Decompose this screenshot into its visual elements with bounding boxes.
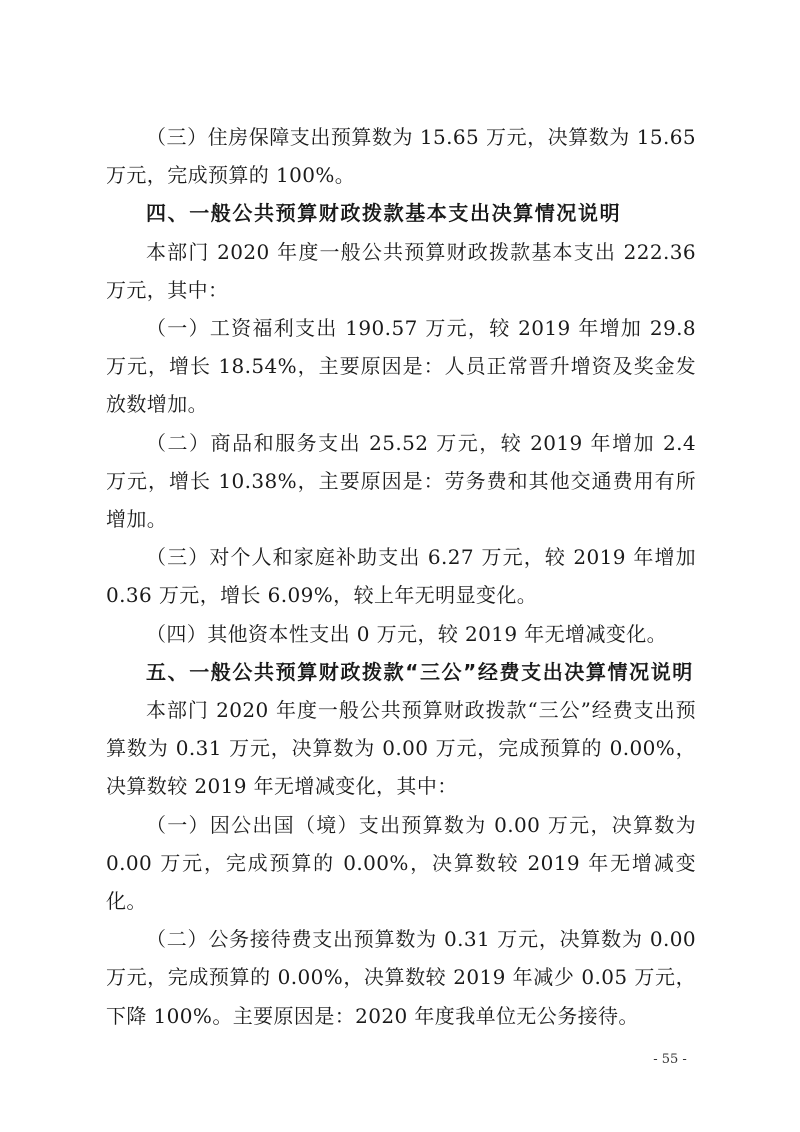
page-number: - 55 - [653,1052,687,1067]
paragraph-housing-support: （三）住房保障支出预算数为 15.65 万元，决算数为 15.65 万元，完成预算的 100%。 [106,125,696,188]
paragraph-overseas-travel: （一）因公出国（境）支出预算数为 0.00 万元，决算数为 0.00 万元，完成预算的 0.00%，决算数较 2019 年无增减变化。 [106,812,696,914]
document-body [106,118,696,1035]
paragraph-wages-welfare: （一）工资福利支出 190.57 万元，较 2019 年增加 29.8 万元，增长 18.54%，主要原因是：人员正常晋升增资及奖金发放数增加。 [106,316,696,417]
paragraph-household-subsidy: （三）对个人和家庭补助支出 6.27 万元，较 2019 年增加 0.36 万元，增长 6.09%，较上年无明显变化。 [106,545,696,608]
paragraph-basic-expenditure-total: 本部门 2020 年度一般公共预算财政拨款基本支出 222.36 万元，其中： [106,239,696,302]
section-heading-three-public: 五、一般公共预算财政拨款“三公”经费支出决算情况说明 [146,659,694,684]
paragraph-official-reception: （二）公务接待费支出预算数为 0.31 万元，决算数为 0.00 万元，完成预算的 0.00%，决算数较 2019 年减少 0.05 万元，下降 100%。主要原因是：2020 年度我单位无公务接待。 [106,927,696,1028]
section-heading-basic-expenditure: 四、一般公共预算财政拨款基本支出决算情况说明 [146,201,622,226]
paragraph-goods-services: （二）商品和服务支出 25.52 万元，较 2019 年增加 2.4 万元，增长 10.38%，主要原因是：劳务费和其他交通费用有所增加。 [106,430,696,532]
paragraph-other-capital: （四）其他资本性支出 0 万元，较 2019 年无增减变化。 [146,621,668,646]
paragraph-three-public-total: 本部门 2020 年度一般公共预算财政拨款“三公”经费支出预算数为 0.31 万元，决算数为 0.00 万元，完成预算的 0.00%，决算数较 2019 年无增减变化，其中： [106,698,696,799]
